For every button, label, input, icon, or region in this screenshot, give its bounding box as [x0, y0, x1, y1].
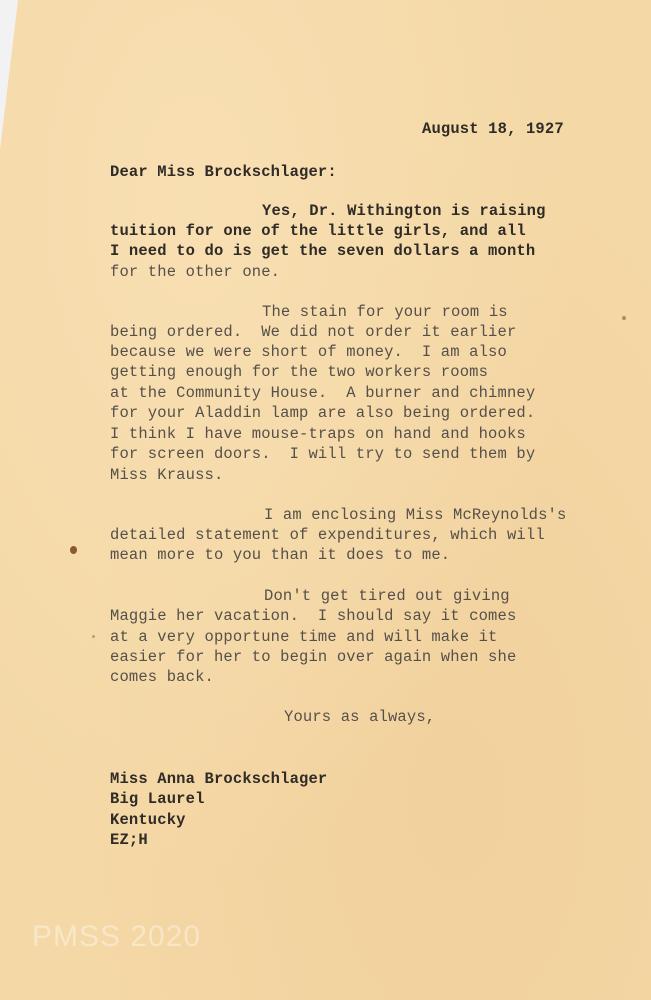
paragraph-line: detailed statement of expenditures, which will	[110, 526, 545, 544]
watermark: PMSS 2020	[32, 920, 202, 953]
paragraph-line: at a very opportune time and will make it	[110, 628, 498, 646]
paragraph-line: for the other one.	[110, 263, 281, 281]
paragraph-line: comes back.	[110, 668, 214, 686]
paragraph-line: for your Aladdin lamp are also being ordered.	[110, 404, 536, 422]
paragraph-line: I think I have mouse-traps on hand and hooks	[110, 425, 526, 443]
paragraph-line: mean more to you than it does to me.	[110, 546, 451, 564]
paragraph-line: Maggie her vacation. I should say it comes	[110, 607, 517, 625]
paragraph-line: The stain for your room is	[262, 303, 508, 321]
paragraph-line: because we were short of money. I am also	[110, 343, 507, 361]
address-line: Miss Anna Brockschlager	[110, 770, 328, 788]
paragraph-line: easier for her to begin over again when she	[110, 648, 517, 666]
paragraph-line: Don't get tired out giving	[264, 587, 510, 605]
salutation: Dear Miss Brockschlager:	[110, 163, 337, 181]
address-line: EZ;H	[110, 831, 148, 849]
paragraph-line: being ordered. We did not order it earlier	[110, 323, 517, 341]
paper-stain	[70, 546, 77, 554]
paper-stain	[622, 316, 626, 320]
address-line: Kentucky	[110, 811, 186, 829]
paragraph-line: Miss Krauss.	[110, 466, 224, 484]
paper-stain	[92, 635, 95, 638]
closing: Yours as always,	[284, 708, 436, 726]
paragraph-line: tuition for one of the little girls, and all	[110, 222, 526, 240]
paragraph-line: for screen doors. I will try to send them by	[110, 445, 536, 463]
paragraph-line: getting enough for the two workers rooms	[110, 363, 489, 381]
paragraph-line: Yes, Dr. Withington is raising	[262, 202, 546, 220]
paragraph-line: I need to do is get the seven dollars a month	[110, 242, 536, 260]
paragraph-line: I am enclosing Miss McReynolds's	[264, 506, 567, 524]
address-line: Big Laurel	[110, 790, 205, 808]
letter-date: August 18, 1927	[422, 120, 564, 138]
paragraph-line: at the Community House. A burner and chimney	[110, 384, 536, 402]
